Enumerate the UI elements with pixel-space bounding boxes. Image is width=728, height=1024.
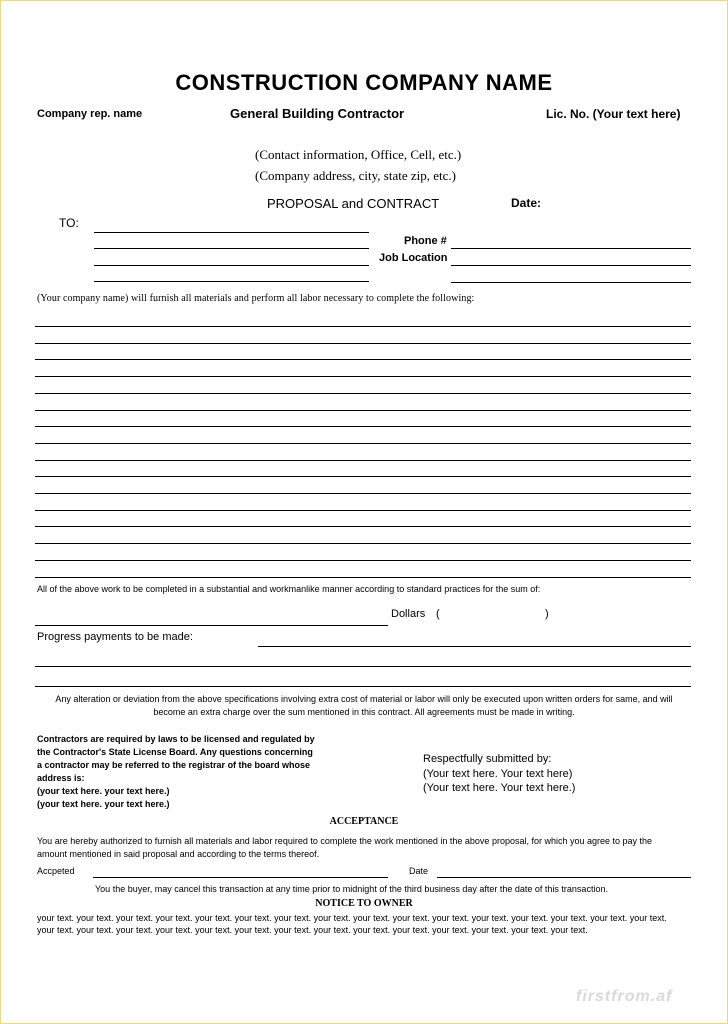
- work-description-line[interactable]: [35, 476, 691, 477]
- submitted-by-label: Respectfully submitted by:: [423, 753, 552, 765]
- work-description-line[interactable]: [35, 359, 691, 360]
- contact-info: (Contact information, Office, Cell, etc.): [255, 147, 462, 162]
- work-description-line[interactable]: [35, 493, 691, 494]
- phone-label: Phone #: [404, 235, 447, 247]
- terms-line-1: Any alteration or deviation from the above specifications involving extra cost of material or labor will only be executed upon written orders for same, and will: [55, 694, 673, 704]
- license-notice: [37, 733, 315, 811]
- phone-line[interactable]: [451, 248, 691, 249]
- work-description-line[interactable]: [35, 510, 691, 511]
- accepted-signature-line[interactable]: [93, 877, 388, 878]
- license-notice-line: Contractors are required by laws to be licensed and regulated by: [37, 734, 315, 744]
- work-description-line[interactable]: [35, 393, 691, 394]
- date-label: Date:: [511, 196, 542, 210]
- acceptance-date-label: Date: [409, 866, 429, 876]
- license-notice-line: address is:: [37, 773, 85, 783]
- work-description-line[interactable]: [35, 560, 691, 561]
- work-description-line[interactable]: [35, 526, 691, 527]
- acceptance-line-1: You are hereby authorized to furnish all materials and labor required to complete the work mentioned in the above proposal, for which you agree to pay the: [37, 836, 653, 846]
- job-location-line[interactable]: [451, 265, 691, 266]
- notice-line-2: your text. your text. your text. your text. your text. your text. your text. your text. your text. your text. your text. your text. your text. your text.: [37, 925, 588, 935]
- acceptance-heading: ACCEPTANCE: [329, 816, 399, 827]
- to-line-4[interactable]: [94, 281, 369, 282]
- company-name: CONSTRUCTION COMPANY NAME: [175, 70, 553, 95]
- company-rep-name: Company rep. name: [37, 108, 143, 120]
- license-number: Lic. No. (Your text here): [546, 107, 681, 121]
- terms-line-2: become an extra charge over the sum mentioned in this contract. All agreements must be made in writing.: [153, 707, 575, 717]
- progress-line-3[interactable]: [35, 686, 691, 687]
- submitted-by-line: (Your text here. Your text here): [423, 767, 573, 780]
- job-location-line-2[interactable]: [451, 282, 691, 283]
- dollars-label: Dollars: [391, 608, 426, 620]
- work-description-line[interactable]: [35, 326, 691, 327]
- acceptance-line-2: amount mentioned in said proposal and according to the terms thereof.: [37, 849, 320, 859]
- work-description-line[interactable]: [35, 543, 691, 544]
- submitted-by-line: (Your text here. Your text here.): [423, 782, 576, 794]
- work-description-line[interactable]: [35, 460, 691, 461]
- open-paren: (: [436, 608, 440, 620]
- sum-line[interactable]: [35, 625, 388, 626]
- cancel-notice: You the buyer, may cancel this transaction at any time prior to midnight of the third business day after the date of this transaction.: [95, 884, 608, 894]
- work-description-line[interactable]: [35, 410, 691, 411]
- license-notice-line: (your text here. your text here.): [37, 786, 170, 796]
- to-line-1[interactable]: [94, 232, 369, 233]
- license-notice-line: (your text here. your text here.): [37, 799, 170, 809]
- work-description-line[interactable]: [35, 376, 691, 377]
- job-location-label: Job Location: [379, 252, 448, 264]
- work-description-line[interactable]: [35, 443, 691, 444]
- work-description-line[interactable]: [35, 577, 691, 578]
- proposal-heading: PROPOSAL and CONTRACT: [267, 196, 440, 211]
- to-label: TO:: [59, 216, 79, 230]
- work-description-line[interactable]: [35, 343, 691, 344]
- progress-line-1[interactable]: [258, 646, 691, 647]
- accepted-label: Accpeted: [37, 866, 75, 876]
- company-address: (Company address, city, state zip, etc.): [255, 168, 456, 183]
- work-description-line[interactable]: [35, 426, 691, 427]
- contractor-type: General Building Contractor: [230, 106, 405, 121]
- to-line-3[interactable]: [94, 265, 369, 266]
- license-notice-line: the Contractor's State License Board. Any questions concerning: [37, 747, 313, 757]
- license-notice-line: a contractor may be referred to the registrar of the board whose: [37, 760, 311, 770]
- watermark-logo: firstfrom.af: [576, 988, 673, 1005]
- to-line-2[interactable]: [94, 248, 369, 249]
- progress-payments-label: Progress payments to be made:: [37, 631, 193, 643]
- work-intro: (Your company name) will furnish all materials and perform all labor necessary to complete the following:: [37, 293, 475, 304]
- close-paren: ): [545, 608, 549, 620]
- progress-line-2[interactable]: [35, 666, 691, 667]
- acceptance-date-line[interactable]: [437, 877, 691, 878]
- notice-heading: NOTICE TO OWNER: [315, 898, 413, 909]
- submitted-by: [423, 752, 575, 796]
- completion-text: All of the above work to be completed in a substantial and workmanlike manner according to standard practices for the sum of:: [37, 584, 541, 594]
- notice-line-1: your text. your text. your text. your text. your text. your text. your text. your text. your text. your text. your text. your text. your text. your text. your text. your text.: [37, 913, 667, 923]
